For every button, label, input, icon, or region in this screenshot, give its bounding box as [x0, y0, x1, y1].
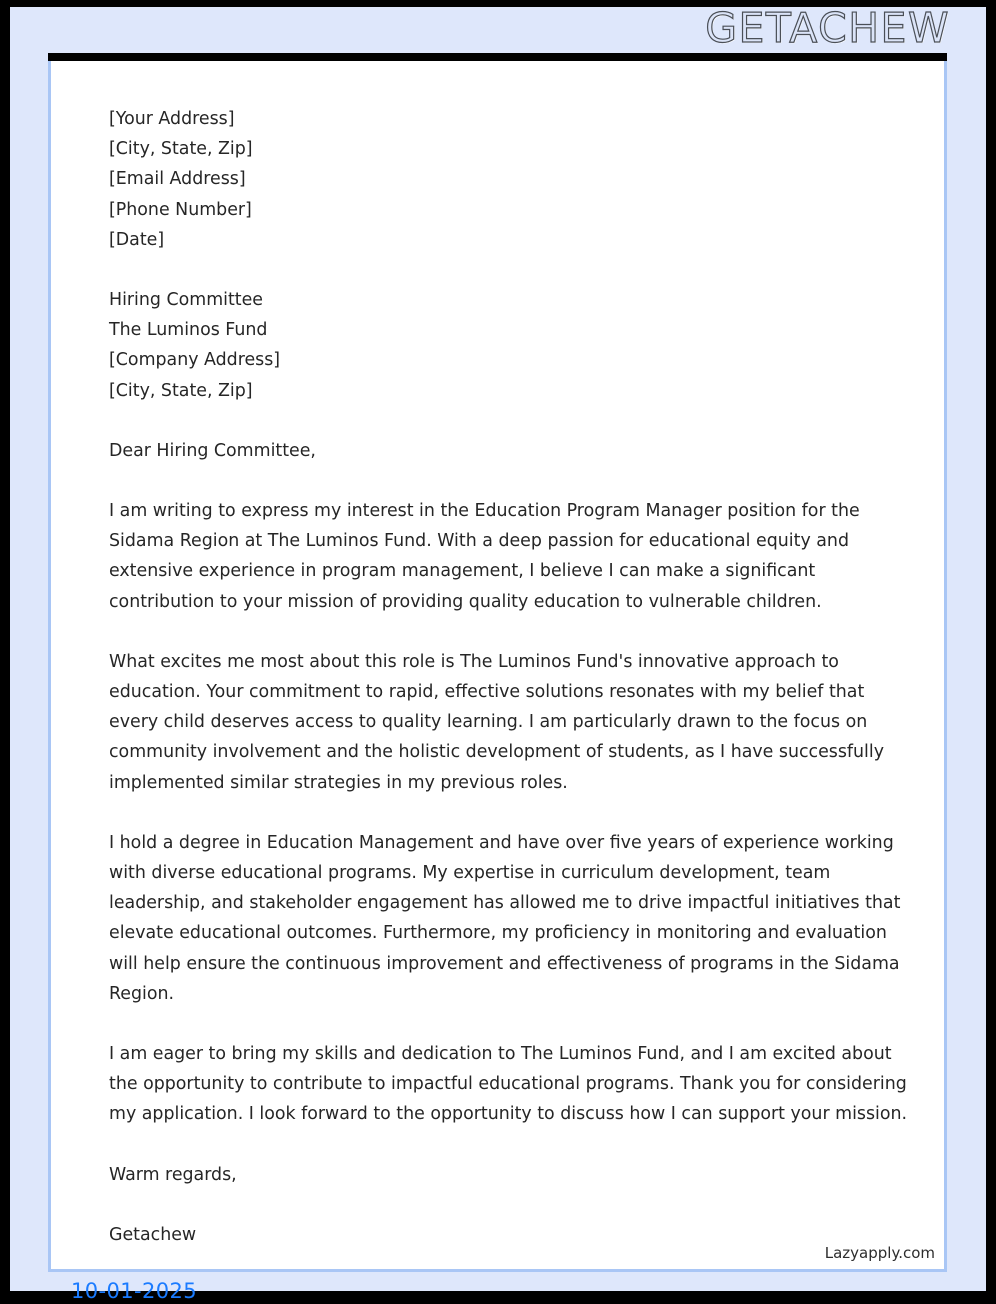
recipient-line: [City, State, Zip] — [109, 380, 253, 401]
letter-sheet — [48, 61, 947, 1272]
date-stamp[interactable]: 10-01-2025 — [71, 1279, 198, 1303]
page-title: GETACHEW — [705, 4, 950, 52]
sender-line: [Email Address] — [109, 169, 246, 190]
sender-line: [City, State, Zip] — [109, 139, 253, 160]
body-paragraph: What excites me most about this role is The Luminos Fund's innovative approach to education. Your commitment to rapid, effective solutions resonates with my belief that every child deserves access to quality learning. I am particularly drawn to the focus on community involvement and the holistic development of students, as I have successfully implemented similar strategies in my previous roles. — [109, 651, 885, 793]
recipient-line: Hiring Committee — [109, 290, 264, 311]
letter-body — [109, 104, 909, 1272]
recipient-line: [Company Address] — [109, 350, 281, 371]
document-header — [10, 4, 986, 53]
body-paragraph: I am writing to express my interest in the Education Program Manager position for the Sidama Region at The Luminos Fund. With a deep passion for educational equity and extensive experience in program management, I believe I can make a significant contribution to your mission of providing quality education to vulnerable children. — [109, 501, 860, 612]
sender-address-block — [109, 104, 909, 255]
recipient-address-block — [109, 285, 909, 406]
signature-name: Getachew — [109, 1224, 197, 1245]
salutation: Dear Hiring Committee, — [109, 440, 316, 461]
body-paragraph: I hold a degree in Education Management and have over five years of experience working with diverse educational programs. My expertise in curriculum development, team leadership, and stakeholder engagement has allowed me to drive impactful initiatives that elevate educational outcomes. Furthermore, my proficiency in monitoring and evaluation will help ensure the continuous improvement and effectiveness of programs in the Sidama Region. — [109, 832, 901, 1004]
recipient-line: The Luminos Fund — [109, 320, 268, 341]
document-page — [10, 4, 986, 1303]
body-paragraph: I am eager to bring my skills and dedication to The Luminos Fund, and I am excited about the opportunity to contribute to impactful educational programs. Thank you for considering my application. I look forward to the opportunity to discuss how I can support your mission. — [109, 1044, 908, 1125]
header-divider — [48, 53, 947, 61]
valediction: Warm regards, — [109, 1164, 237, 1185]
sender-line: [Date] — [109, 229, 165, 250]
sender-line: [Your Address] — [109, 109, 235, 129]
footer-credit[interactable]: Lazyapply.com — [824, 1244, 935, 1262]
sender-line: [Phone Number] — [109, 199, 252, 220]
